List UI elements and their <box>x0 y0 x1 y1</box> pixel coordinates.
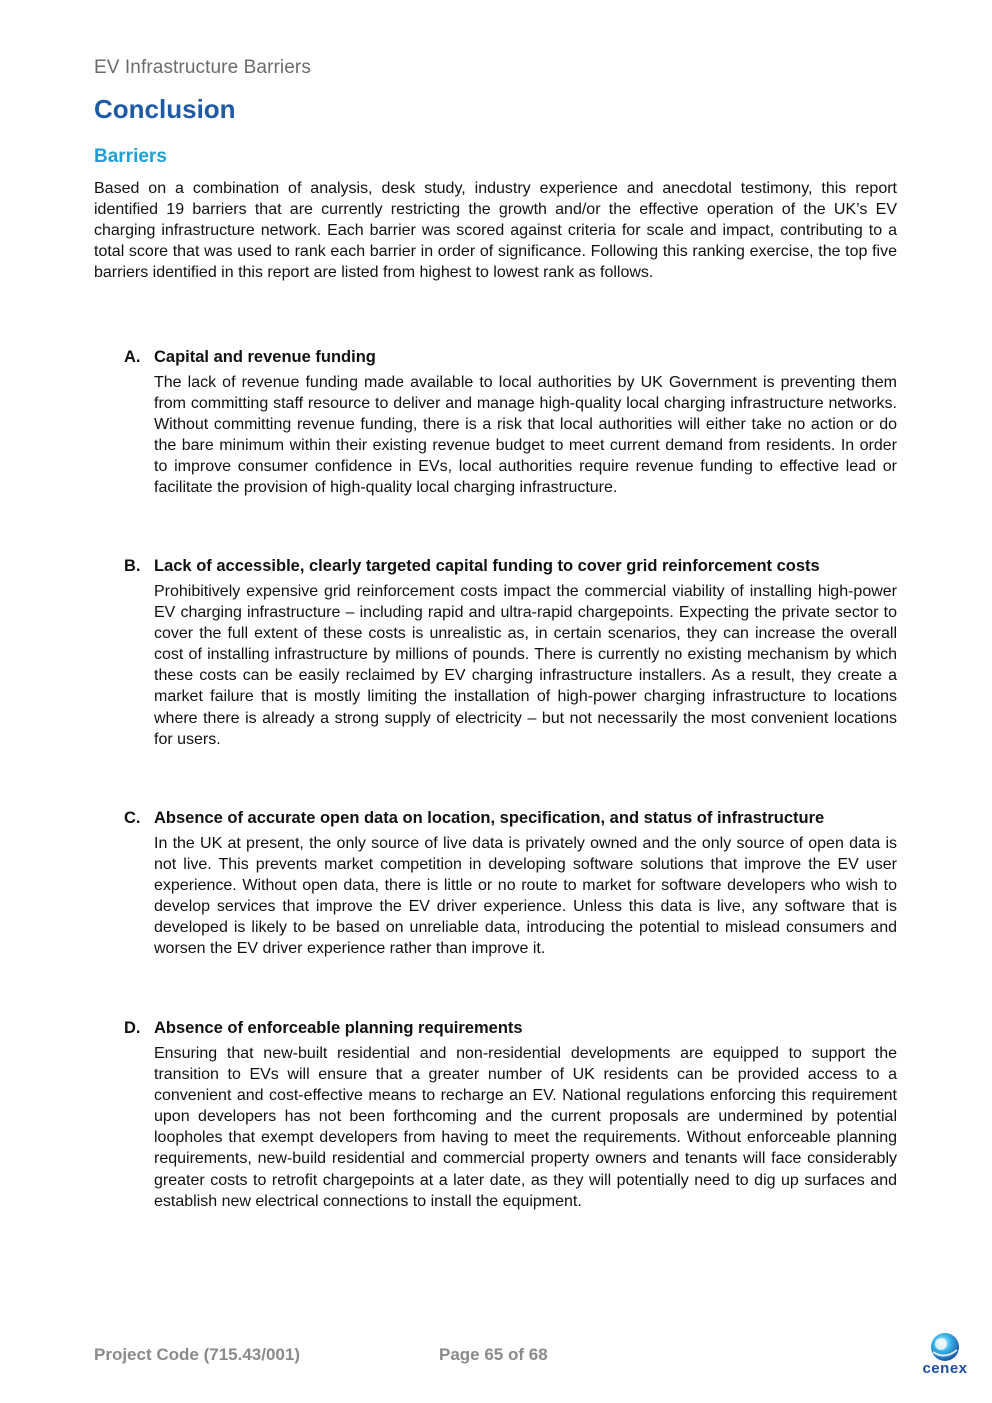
barrier-b <box>124 555 897 750</box>
intro-paragraph: Based on a combination of analysis, desk study, industry experience and anecdotal testimony, this report identified 19 barriers that are currently restricting the growth and/or the effective operation of the UK’s EV charging infrastructure network. Each barrier was scored against criteria for scale and impact, contributing to a total score that was used to rank each barrier in order of significance. Following this ranking exercise, the top five barriers identified in this report are listed from highest to lowest rank as follows. <box>94 180 897 282</box>
barrier-d <box>124 1017 897 1212</box>
running-header: EV Infrastructure Barriers <box>94 57 311 78</box>
barrier-letter: C. <box>124 809 141 827</box>
barrier-body: Ensuring that new-built residential and non-residential developments are equipped to support the transition to EVs will ensure that a greater number of UK residents can be provided access to a convenient and cost-effective means to recharge an EV. National regulations enforcing this requirement upon developers has not been forthcoming and the current proposals are undermined by potential loopholes that exempt developers from having to meet the requirements. Without enforceable planning requirements, new-build residential and commercial property owners and tenants will face considerably greater costs to retrofit chargepoints at a later date, as they will potentially need to dig up surfaces and establish new electrical connections to install the equipment. <box>154 1045 897 1210</box>
logo-text: cenex <box>922 1360 968 1377</box>
barrier-title: Lack of accessible, clearly targeted capital funding to cover grid reinforcement costs <box>154 557 820 575</box>
barrier-letter: A. <box>124 348 141 366</box>
barrier-letter: D. <box>124 1019 141 1037</box>
cenex-logo <box>914 1332 976 1380</box>
footer-page-number: Page 65 of 68 <box>439 1345 548 1364</box>
barrier-c <box>124 807 897 960</box>
barrier-heading <box>124 555 897 577</box>
footer-project-code: Project Code (715.43/001) <box>94 1345 300 1364</box>
barrier-a <box>124 346 897 499</box>
barrier-title: Capital and revenue funding <box>154 348 376 366</box>
barrier-heading <box>124 807 897 829</box>
barrier-heading <box>124 346 897 368</box>
barrier-title: Absence of accurate open data on location, specification, and status of infrastructure <box>154 809 825 827</box>
barrier-title: Absence of enforceable planning requirements <box>154 1019 523 1037</box>
page-title: Conclusion <box>94 94 236 124</box>
barrier-heading <box>124 1017 897 1039</box>
barrier-letter: B. <box>124 557 141 575</box>
barrier-body: In the UK at present, the only source of live data is privately owned and the only source of open data is not live. This prevents market competition in developing software solutions that improve the EV user experience. Without open data, there is little or no route to market for software developers who wish to develop services that improve the EV driver experience. Unless this data is live, any software that is developed is likely to be based on unreliable data, introducing the potential to mislead consumers and worsen the EV driver experience rather than improve it. <box>154 835 897 958</box>
cenex-logo-icon <box>914 1332 976 1362</box>
barrier-body: The lack of revenue funding made available to local authorities by UK Government is preventing them from committing staff resource to deliver and manage high-quality local charging infrastructure networks. Without committing revenue funding, there is a risk that local authorities will either take no action or do the bare minimum within their existing revenue budget to meet current demand from residents. In order to improve consumer confidence in EVs, local authorities require revenue funding to effective lead or facilitate the provision of high-quality local charging infrastructure. <box>154 374 897 497</box>
section-title-barriers: Barriers <box>94 146 167 167</box>
barrier-body: Prohibitively expensive grid reinforcement costs impact the commercial viability of installing high-power EV charging infrastructure – including rapid and ultra-rapid chargepoints. Expecting the private sector to cover the full extent of these costs is unrealistic as, in certain scenarios, they can increase the overall cost of installing infrastructure by millions of pounds. There is currently no existing mechanism by which these costs can be easily reclaimed by EV charging infrastructure installers. As a result, they create a market failure that is mostly limiting the installation of high-power charging infrastructure to locations where there is already a strong supply of electricity – but not necessarily the most convenient locations for users. <box>154 583 897 748</box>
